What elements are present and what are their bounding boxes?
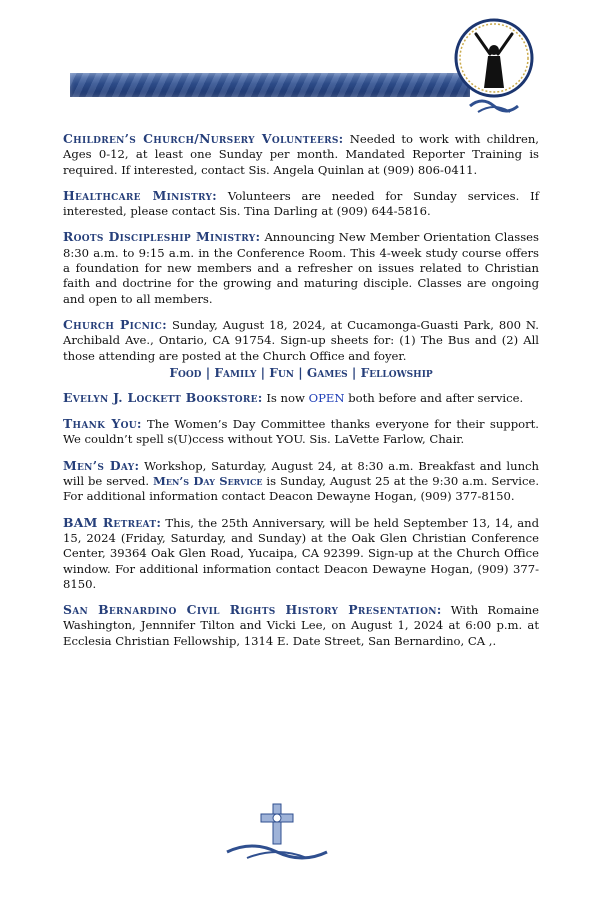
announcement-heading: Evelyn J. Lockett Bookstore: <box>63 389 263 405</box>
header-banner <box>70 73 470 97</box>
announcement-healthcare <box>63 188 539 220</box>
announcement-text: Needed to work with children, Ages 0-12, at least one Sunday per month. Mandated Reporter Training is required. If interested, contact Sis. Angela Quinlan at (909) 806-0411. <box>63 132 539 177</box>
announcement-text: Sunday, August 18, 2024, at Cucamonga-Guasti Park, 800 N. Archibald Ave., Ontario, CA 91754. Sign-up sheets for: (1) The Bus and (2) All those attending are posted at the Church Office and foyer. <box>63 317 539 363</box>
announcements <box>63 131 539 659</box>
announcement-civil-rights <box>63 602 539 649</box>
announcement-mens-day <box>63 458 539 505</box>
praise-figure-logo-icon <box>448 14 540 124</box>
announcement-text: is Sunday, August 25 at the 9:30 a.m. Service. For additional information contact Deacon Dewayne Hogan, (909) 377-8150. <box>63 474 540 504</box>
open-status: OPEN <box>308 390 345 405</box>
announcement-thank-you <box>63 416 539 448</box>
cross-ornament-icon <box>222 800 332 870</box>
announcement-picnic <box>63 317 539 364</box>
picnic-tagline: Food | Family | Fun | Games | Fellowship <box>169 365 433 380</box>
announcement-heading: San Bernardino Civil Rights History Presentation: <box>63 602 442 618</box>
announcement-childrens-church <box>63 131 539 178</box>
announcement-text: Volunteers are needed for Sunday services. If interested, please contact Sis. Tina Darling at (909) 644-5816. <box>63 188 539 219</box>
announcement-heading: Men’s Day: <box>63 457 140 473</box>
announcement-heading: Children’s Church/Nursery Volunteers: <box>63 131 344 146</box>
announcement-text: both before and after service. <box>348 390 524 405</box>
announcement-text: Workshop, Saturday, August 24, at 8:30 a.m. Breakfast and lunch will be served. <box>63 458 539 489</box>
mens-day-service-label: Men’s Day Service <box>153 474 263 489</box>
announcement-text: The Women’s Day Committee thanks everyone for their support. We couldn’t spell s(U)ccess without YOU. Sis. LaVette Farlow, Chair. <box>63 417 539 447</box>
announcement-roots <box>63 229 539 306</box>
announcement-heading: Roots Discipleship Ministry: <box>63 229 261 245</box>
announcement-text: Announcing New Member Orientation Classes 8:30 a.m. to 9:15 a.m. in the Conference Room. This 4-week study course offers a foundation for new members and a refresher on issues related to Christian faith and doctrine for the growing and maturing disciple. Classes are ongoing and open to all members. <box>63 230 539 306</box>
announcement-heading: BAM Retreat: <box>63 514 162 530</box>
announcement-heading: Thank You: <box>63 416 142 432</box>
announcement-heading: Church Picnic: <box>63 316 167 332</box>
announcement-heading: Healthcare Ministry: <box>63 187 218 203</box>
announcement-text: Is now <box>266 390 305 405</box>
announcement-text: With Romaine Washington, Jennnifer Tilton and Vicki Lee, on August 1, 2024 at 6:00 p.m. at Ecclesia Christian Fellowship, 1314 E. Date Street, San Bernardino, CA ,. <box>63 603 540 648</box>
announcement-bookstore <box>63 390 539 406</box>
announcement-bam-retreat <box>63 515 539 592</box>
announcement-text: This, the 25th Anniversary, will be held September 13, 14, and 15, 2024 (Friday, Saturday, and Sunday) at the Oak Glen Christian Conference Center, 39364 Oak Glen Road, Yucaipa, CA 92399. Sign-up at the Church Office window. For additional information contact Deacon Dewayne Hogan, (909) 377-8150. <box>63 515 540 591</box>
